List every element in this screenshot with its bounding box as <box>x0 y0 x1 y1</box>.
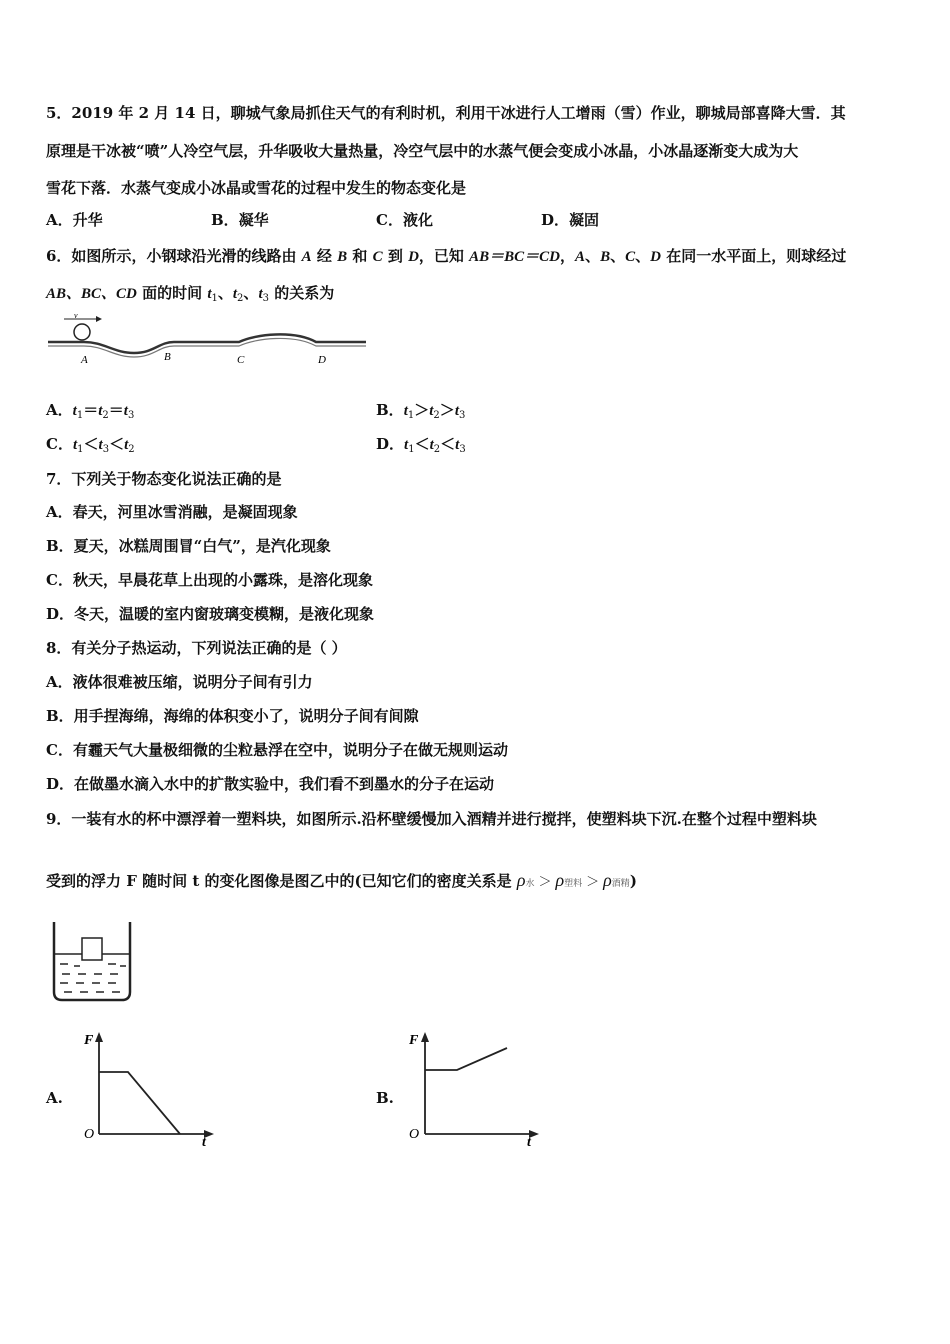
q6-option-d <box>376 434 466 460</box>
q9-option-b-label: B. <box>376 1089 394 1107</box>
curve-a <box>99 1072 180 1134</box>
q5-option-b: B．凝华 <box>211 211 269 229</box>
q6-sign: ＝ <box>83 401 99 419</box>
origin-label: O <box>84 1127 95 1142</box>
q7-option-d: D．冬天，温暖的室内窗玻璃变模糊，是液化现象 <box>46 605 375 623</box>
q7-stem: 7．下列关于物态变化说法正确的是 <box>46 470 282 488</box>
q6-text: 、 <box>635 247 651 265</box>
q6-point-d: D <box>650 249 661 265</box>
q7-option-a: A．春天，河里冰雪消融，是凝固现象 <box>46 503 298 521</box>
rho-sub-alcohol: 酒精 <box>611 879 630 889</box>
q6-t: t <box>429 437 434 453</box>
q9-stem-line2 <box>46 870 637 894</box>
q6-sub: 3 <box>262 293 269 304</box>
q6-sign: ＞ <box>414 401 430 419</box>
cup-outline <box>54 922 130 1000</box>
rho-symbol: ρ <box>603 870 612 890</box>
q6-sub: 2 <box>433 410 440 421</box>
steel-ball <box>74 324 90 340</box>
q6-text: 面的时间 <box>136 284 208 302</box>
q6-t: t <box>454 403 459 419</box>
q6-equation: AB＝BC＝CD <box>469 249 561 265</box>
q6-t3: t <box>258 286 263 302</box>
q6-t: t <box>455 437 460 453</box>
q6-t: t <box>429 403 434 419</box>
gt-sign: ＞ <box>586 875 600 890</box>
q6-sign: ＜ <box>440 435 456 453</box>
q6-t: t <box>72 403 77 419</box>
q7-option-b: B．夏天，冰糕周围冒“白气”，是汽化现象 <box>46 537 331 555</box>
q5-option-a: A．升华 <box>46 211 103 229</box>
q8-stem: 8．有关分子热运动，下列说法正确的是（ ） <box>46 639 347 657</box>
rho-symbol: ρ <box>516 870 526 890</box>
axis-y-arrow <box>421 1032 429 1042</box>
q6-text: 、 <box>217 284 233 302</box>
q6-segments: AB、BC、CD <box>46 286 137 302</box>
q6-text: ，已知 <box>418 247 470 265</box>
q6-option-letter: A． <box>46 401 73 419</box>
q9-text: ) <box>629 872 637 890</box>
q5-stem-line2: 原理是干冰被“喷”人冷空气层，升华吸收大量热量，冷空气层中的水蒸气便会变成小冰晶，小冰晶逐渐变大成为大 <box>46 142 799 160</box>
q6-t: t <box>404 437 409 453</box>
q8-option-a: A．液体很难被压缩，说明分子间有引力 <box>46 673 313 691</box>
q6-point-c: C <box>372 249 383 265</box>
q6-t: t <box>72 437 78 453</box>
axis-t-label: t <box>527 1135 531 1148</box>
q9-cup-figure <box>50 920 134 1004</box>
q6-sub: 2 <box>433 444 441 455</box>
q6-point-b: B <box>600 249 611 265</box>
q6-t1: t <box>207 286 212 302</box>
q6-sub: 3 <box>127 410 135 421</box>
q6-sub: 1 <box>407 410 415 421</box>
q6-stem-line2 <box>46 283 334 309</box>
gt-sign: ＞ <box>538 875 552 890</box>
q6-sub: 3 <box>102 444 110 455</box>
q6-t: t <box>98 403 103 419</box>
q6-option-a <box>46 400 134 426</box>
fig-label-d: D <box>318 354 326 366</box>
q5-stem-line1: 5．2019 年 2 月 14 日，聊城气象局抓住天气的有利时机，利用干冰进行人工增雨（雪）作业，聊城局部喜降大雪．其 <box>46 104 846 122</box>
q6-stem-line1 <box>46 246 846 267</box>
track-surface <box>48 334 366 353</box>
q6-sign: ＝ <box>108 401 124 419</box>
q6-point-a: A <box>575 249 586 265</box>
q9-graph-b <box>405 1030 545 1148</box>
axis-f-label: F <box>409 1033 419 1048</box>
q6-text: 在同一水平面上，则球经过 <box>660 247 847 265</box>
velocity-arrowhead <box>96 316 102 322</box>
q6-t2: t <box>232 286 238 302</box>
q6-point-b: B <box>337 249 348 265</box>
plastic-block <box>82 938 102 960</box>
q6-sub: 3 <box>459 444 466 455</box>
curve-b <box>425 1048 507 1070</box>
axis-y-arrow <box>95 1032 103 1042</box>
q6-sub: 3 <box>458 410 466 421</box>
q6-sub: 1 <box>77 444 84 455</box>
q6-option-b <box>376 400 465 426</box>
q8-option-b: B．用手捏海绵，海绵的体积变小了，说明分子间有间隙 <box>46 707 419 725</box>
q6-option-c <box>46 434 135 460</box>
q6-text: 和 <box>347 247 373 265</box>
q9-text: 受到的浮力 F 随时间 t 的变化图像是图乙中的(已知它们的密度关系是 <box>46 872 512 890</box>
q6-sub: 1 <box>408 444 415 455</box>
q6-option-letter: C． <box>46 435 73 453</box>
axis-f-label: F <box>84 1033 94 1048</box>
q6-text: 经 <box>311 247 338 265</box>
q9-stem-line1: 9．一装有水的杯中漂浮着一塑料块，如图所示.沿杯壁缓慢加入酒精并进行搅拌，使塑料块下沉.在整个过程中塑料块 <box>46 810 817 828</box>
q6-text: 、 <box>243 284 259 302</box>
q6-sub: 1 <box>211 293 218 304</box>
q5-option-d: D．凝固 <box>541 211 600 229</box>
q7-option-c: C．秋天，早晨花草上出现的小露珠，是溶化现象 <box>46 571 373 589</box>
q6-t: t <box>124 437 129 453</box>
q6-sign: ＜ <box>414 435 430 453</box>
rho-symbol: ρ <box>555 870 565 890</box>
rho-sub-plastic: 塑料 <box>564 879 583 889</box>
fig-label-c: C <box>237 354 245 366</box>
water-dashes <box>60 964 126 992</box>
q9-graph-a <box>80 1030 220 1148</box>
q6-point-c: C <box>625 249 636 265</box>
q6-text: 、 <box>585 247 601 265</box>
q6-text: 、 <box>610 247 626 265</box>
q6-track-figure <box>44 312 368 368</box>
q6-sign: ＞ <box>439 401 455 419</box>
velocity-label: v <box>74 312 78 320</box>
rho-sub-water: 水 <box>525 879 535 889</box>
q9-option-a-label: A. <box>46 1089 63 1107</box>
q6-sub: 2 <box>237 293 244 304</box>
q6-sign: ＜ <box>83 435 99 453</box>
axis-t-label: t <box>202 1135 206 1148</box>
q6-sign: ＜ <box>109 435 125 453</box>
q8-option-c: C．有霾天气大量极细微的尘粒悬浮在空中，说明分子在做无规则运动 <box>46 741 508 759</box>
q6-point-a: A <box>301 249 312 265</box>
q6-t: t <box>123 403 128 419</box>
q6-text: 到 <box>382 247 409 265</box>
q6-text: 的关系为 <box>268 284 335 302</box>
q6-option-letter: D． <box>376 435 405 453</box>
q6-text: 6．如图所示，小钢球沿光滑的线路由 <box>46 247 302 265</box>
q6-text: ， <box>560 247 576 265</box>
q6-sub: 2 <box>102 410 109 421</box>
q6-sub: 2 <box>128 444 135 455</box>
q6-t: t <box>98 437 103 453</box>
q6-point-d: D <box>408 249 419 265</box>
fig-label-a: A <box>81 354 88 366</box>
q6-sub: 1 <box>76 410 84 421</box>
q5-stem-line3: 雪花下落．水蒸气变成小冰晶或雪花的过程中发生的物态变化是 <box>46 179 467 197</box>
fig-label-b: B <box>164 351 171 363</box>
q6-t: t <box>403 403 408 419</box>
q5-option-c: C．液化 <box>376 211 433 229</box>
q6-option-letter: B． <box>376 401 404 419</box>
q8-option-d: D．在做墨水滴入水中的扩散实验中，我们看不到墨水的分子在运动 <box>46 775 495 793</box>
origin-label: O <box>409 1127 420 1142</box>
